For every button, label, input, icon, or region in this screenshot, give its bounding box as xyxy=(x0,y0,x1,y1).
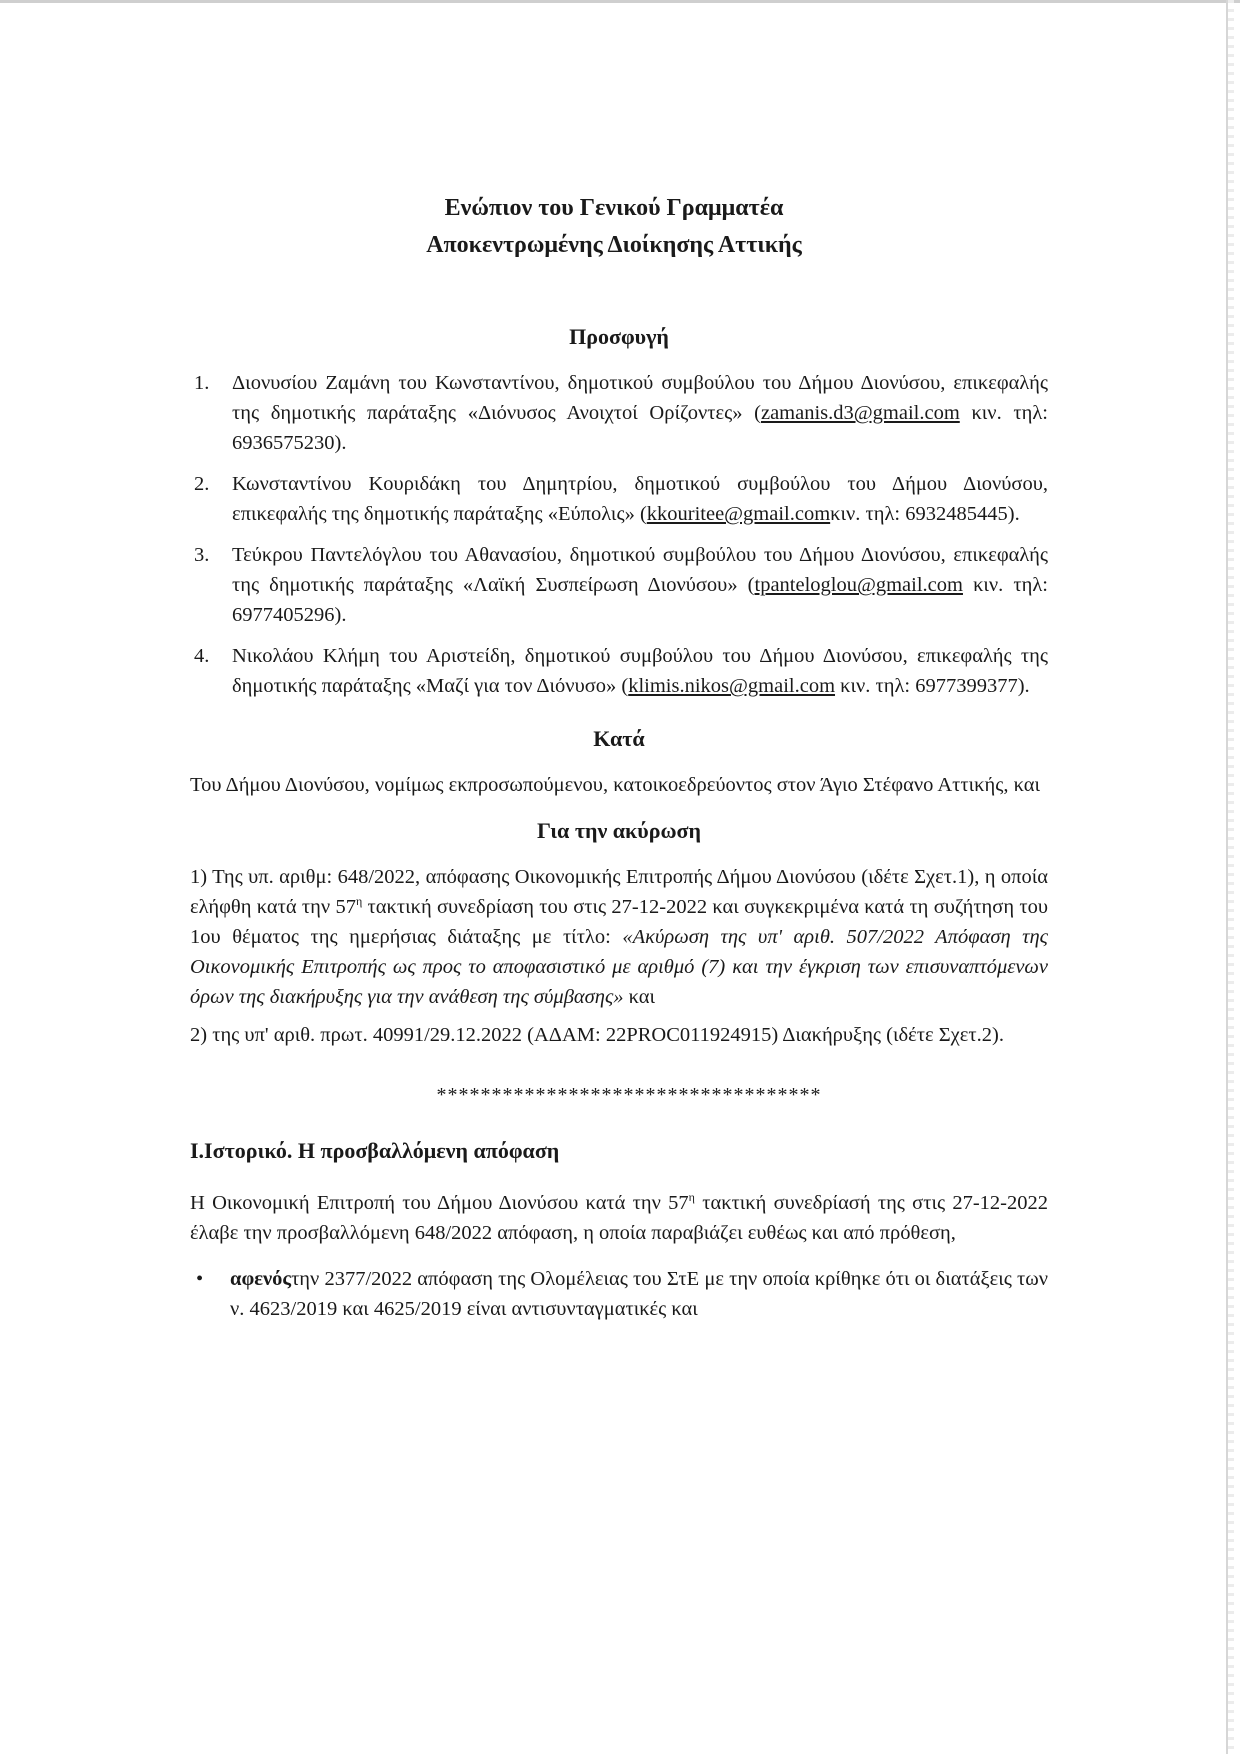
appellant-number: 2. xyxy=(194,473,210,495)
against-title: Κατά xyxy=(593,726,645,751)
document-body xyxy=(190,190,1048,1324)
heading-line-2: Αποκεντρωμένης Διοίκησης Αττικής xyxy=(426,232,802,258)
appellant-number: 1. xyxy=(194,372,210,394)
appellant-text: Νικολάου Κλήμη του Αριστείδη, δημοτικού συμβούλου του Δήμου Διονύσου, επικεφαλής της δημοτικής παράταξης «Μαζί για τον Διόνυσο» (klimis.nikos@gmail.com κιν. τηλ: 6977399377). xyxy=(232,645,1048,697)
history-paragraph: Η Οικονομική Επιτροπή του Δήμου Διονύσου κατά την $57^\eta$ τακτική συνεδρίασή της στις 27-12-2022 έλαβε την προσβαλλόμενη 648/2022 απόφαση, η οποία παραβιάζει ευθέως και από πρόθεση, xyxy=(190,1190,1049,1244)
appellant-number: 3. xyxy=(194,544,210,566)
history-bullet xyxy=(190,1264,1048,1324)
appellant-text: Διονυσίου Ζαμάνη του Κωνσταντίνου, δημοτικού συμβούλου του Δήμου Διονύσου, επικεφαλής της δημοτικής παράταξης «Διόνυσος Ανοιχτοί Ορίζοντες» (zamanis.d3@gmail.com κιν. τηλ: 6936575230). xyxy=(232,372,1048,454)
document-heading xyxy=(180,190,1048,264)
email-link[interactable]: zamanis.d3@gmail.com xyxy=(760,402,960,424)
appellant-text: Τεύκρου Παντελόγλου του Αθανασίου, δημοτικού συμβούλου του Δήμου Διονύσου, επικεφαλής της δημοτικής παράταξης «Λαϊκή Συσπείρωση Διονύσου» (tpanteloglou@gmail.com κιν. τηλ: 6977405296). xyxy=(232,544,1048,626)
appeal-title: Προσφυγή xyxy=(569,324,669,349)
appellant-item xyxy=(190,368,1048,458)
against-text: Του Δήμου Διονύσου, νομίμως εκπροσωπούμενου, κατοικοεδρεύοντος στον Άγιο Στέφανο Αττικής, και xyxy=(190,774,1040,796)
appellant-item xyxy=(190,540,1048,630)
history-title: Ι.Ιστορικό. Η προσβαλλόμενη απόφαση xyxy=(190,1138,560,1163)
separator: *********************************** xyxy=(436,1084,822,1106)
annulment-title: Για την ακύρωση xyxy=(536,818,702,843)
scan-edge-line xyxy=(1226,0,1228,1754)
scan-edge-top xyxy=(0,0,1240,3)
annulment-paragraph-2: 2) της υπ' αριθ. πρωτ. 40991/29.12.2022 (ΑΔΑΜ: 22PROC011924915) Διακήρυξης (ιδέτε Σχετ.2). xyxy=(190,1024,1004,1046)
appellant-text: Κωνσταντίνου Κουριδάκη του Δημητρίου, δημοτικού συμβούλου του Δήμου Διονύσου, επικεφαλής της δημοτικής παράταξης «Εύπολις» (kkouritee@gmail.comκιν. τηλ: 6932485445). xyxy=(232,473,1048,525)
bullet-text: αφενόςτην 2377/2022 απόφαση της Ολομέλειας του ΣτΕ με την οποία κρίθηκε ότι οι διατάξεις των ν. 4623/2019 και 4625/2019 είναι αντισυνταγματικές και xyxy=(230,1268,1048,1320)
appellant-list xyxy=(190,368,1048,701)
appellant-number: 4. xyxy=(194,645,210,667)
annulment-paragraph-1: 1) Της υπ. αριθμ: 648/2022, απόφασης Οικονομικής Επιτροπής Δήμου Διονύσου (ιδέτε Σχετ.1), η οποία ελήφθη κατά την $57^\eta$ τακτική συνεδρίαση του στις 27-12-2022 και συγκεκριμένα κατά τη συζήτηση του 1ου θέματος της ημερήσιας διάταξης με τίτλο: «Ακύρωση της υπ' αριθ. 507/2022 Απόφαση της Οικονομικής Επιτροπής ως προς το αποφασιστικό με αριθμό (7) και την έγκριση των επισυναπτόμενων όρων της διακήρυξης για την ανάθεση της σύμβασης» και xyxy=(190,866,1048,1008)
heading-line-1: Ενώπιον του Γενικού Γραμματέα xyxy=(444,195,784,221)
appellant-item xyxy=(190,469,1048,529)
email-link[interactable]: tpanteloglou@gmail.com xyxy=(754,574,963,596)
email-link[interactable]: klimis.nikos@gmail.com xyxy=(628,675,836,697)
bullet-dot: • xyxy=(196,1268,204,1290)
appellant-item xyxy=(190,641,1048,701)
scan-edge-right xyxy=(1228,0,1234,1754)
email-link[interactable]: kkouritee@gmail.com xyxy=(646,503,831,525)
